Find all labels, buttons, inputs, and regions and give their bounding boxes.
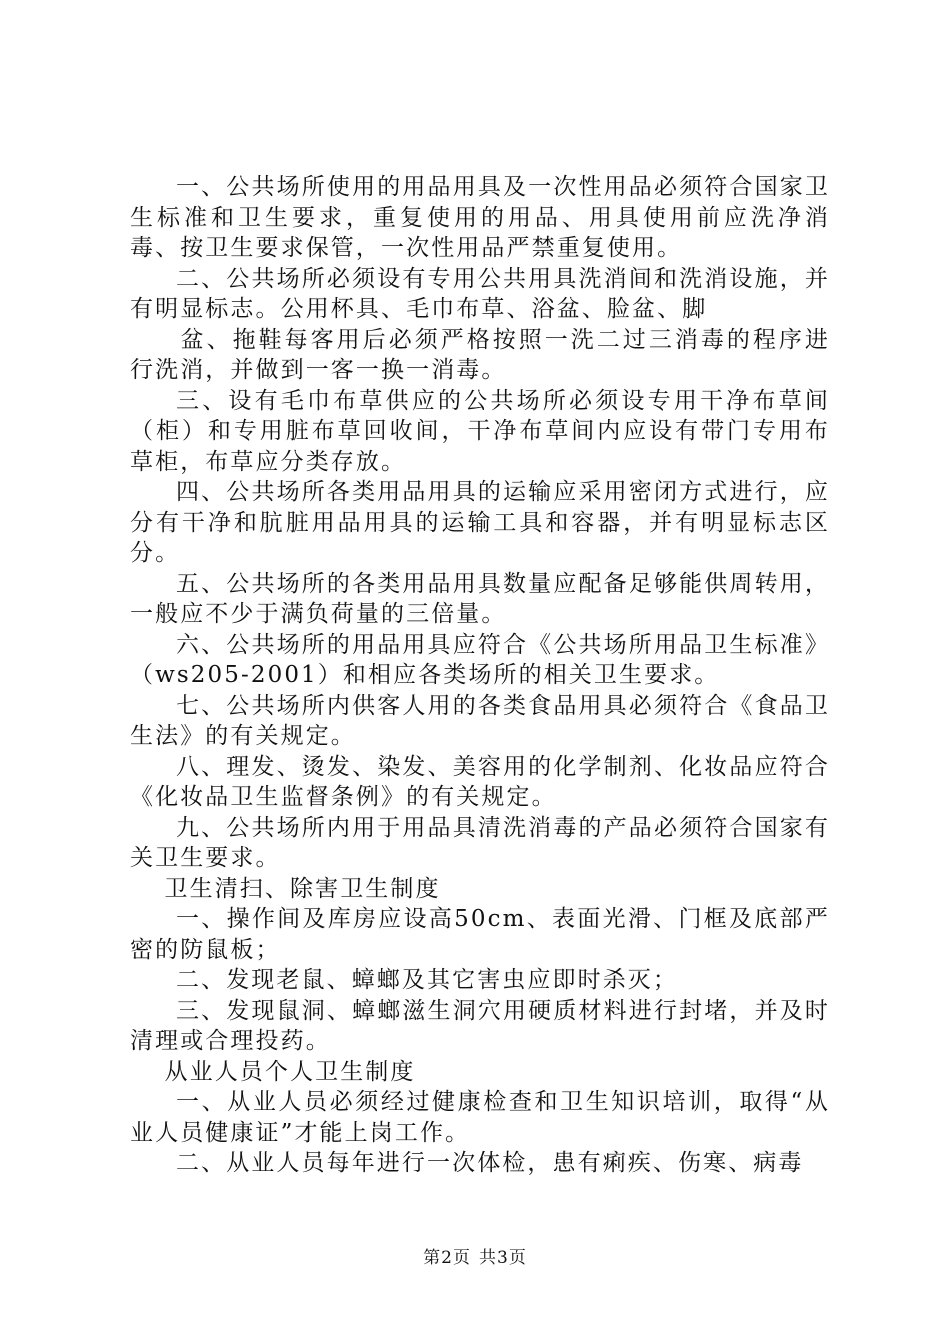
paragraph-4: 四、公共场所各类用品用具的运输应采用密闭方式进行，应分有干净和肮脏用品用具的运输工具和容器，并有明显标志区分。 bbox=[130, 479, 830, 566]
paragraph-2-continued: 盆、拖鞋每客用后必须严格按照一洗二过三消毒的程序进行洗消，并做到一客一换一消毒。 bbox=[130, 326, 830, 383]
paragraph-1: 一、公共场所使用的用品用具及一次性用品必须符合国家卫生标准和卫生要求，重复使用的用品、用具使用前应洗净消毒、按卫生要求保管，一次性用品严禁重复使用。 bbox=[130, 174, 830, 261]
paragraph-8: 八、理发、烫发、染发、美容用的化学制剂、化妆品应符合《化妆品卫生监督条例》的有关规定。 bbox=[130, 753, 830, 810]
paragraph-cleaning-1: 一、操作间及库房应设高50cm、表面光滑、门框及底部严密的防鼠板； bbox=[130, 906, 830, 963]
paragraph-7: 七、公共场所内供客人用的各类食品用具必须符合《食品卫生法》的有关规定。 bbox=[130, 692, 830, 749]
paragraph-cleaning-3: 三、发现鼠洞、蟑螂滋生洞穴用硬质材料进行封堵，并及时清理或合理投药。 bbox=[130, 997, 830, 1054]
document-body bbox=[130, 172, 830, 1179]
page-total: 共3页 bbox=[479, 1248, 527, 1268]
paragraph-cleaning-2: 二、发现老鼠、蟑螂及其它害虫应即时杀灭； bbox=[176, 967, 678, 993]
paragraph-3: 三、设有毛巾布草供应的公共场所必须设专用干净布草间（柜）和专用脏布草回收间，干净布草间内应设有带门专用布草柜，布草应分类存放。 bbox=[130, 387, 830, 475]
paragraph-6: 六、公共场所的用品用具应符合《公共场所用品卫生标准》（ws205-2001）和相应各类场所的相关卫生要求。 bbox=[130, 631, 830, 688]
section-heading-cleaning: 卫生清扫、除害卫生制度 bbox=[164, 875, 441, 902]
paragraph-5: 五、公共场所的各类用品用具数量应配备足够能供周转用，一般应不少于满负荷量的三倍量。 bbox=[130, 570, 830, 627]
page-footer bbox=[0, 1243, 950, 1268]
page-number: 第2页 bbox=[423, 1248, 471, 1268]
paragraph-2: 二、公共场所必须设有专用公共用具洗消间和洗消设施，并有明显标志。公用杯具、毛巾布草、浴盆、脸盆、脚 bbox=[130, 265, 830, 322]
paragraph-9: 九、公共场所内用于用品具清洗消毒的产品必须符合国家有关卫生要求。 bbox=[130, 814, 830, 871]
paragraph-personnel-2: 二、从业人员每年进行一次体检，患有痢疾、伤寒、病毒 bbox=[176, 1150, 804, 1176]
section-heading-personnel: 从业人员个人卫生制度 bbox=[164, 1058, 416, 1085]
paragraph-personnel-1: 一、从业人员必须经过健康检查和卫生知识培训，取得“从业人员健康证”才能上岗工作。 bbox=[130, 1089, 830, 1146]
